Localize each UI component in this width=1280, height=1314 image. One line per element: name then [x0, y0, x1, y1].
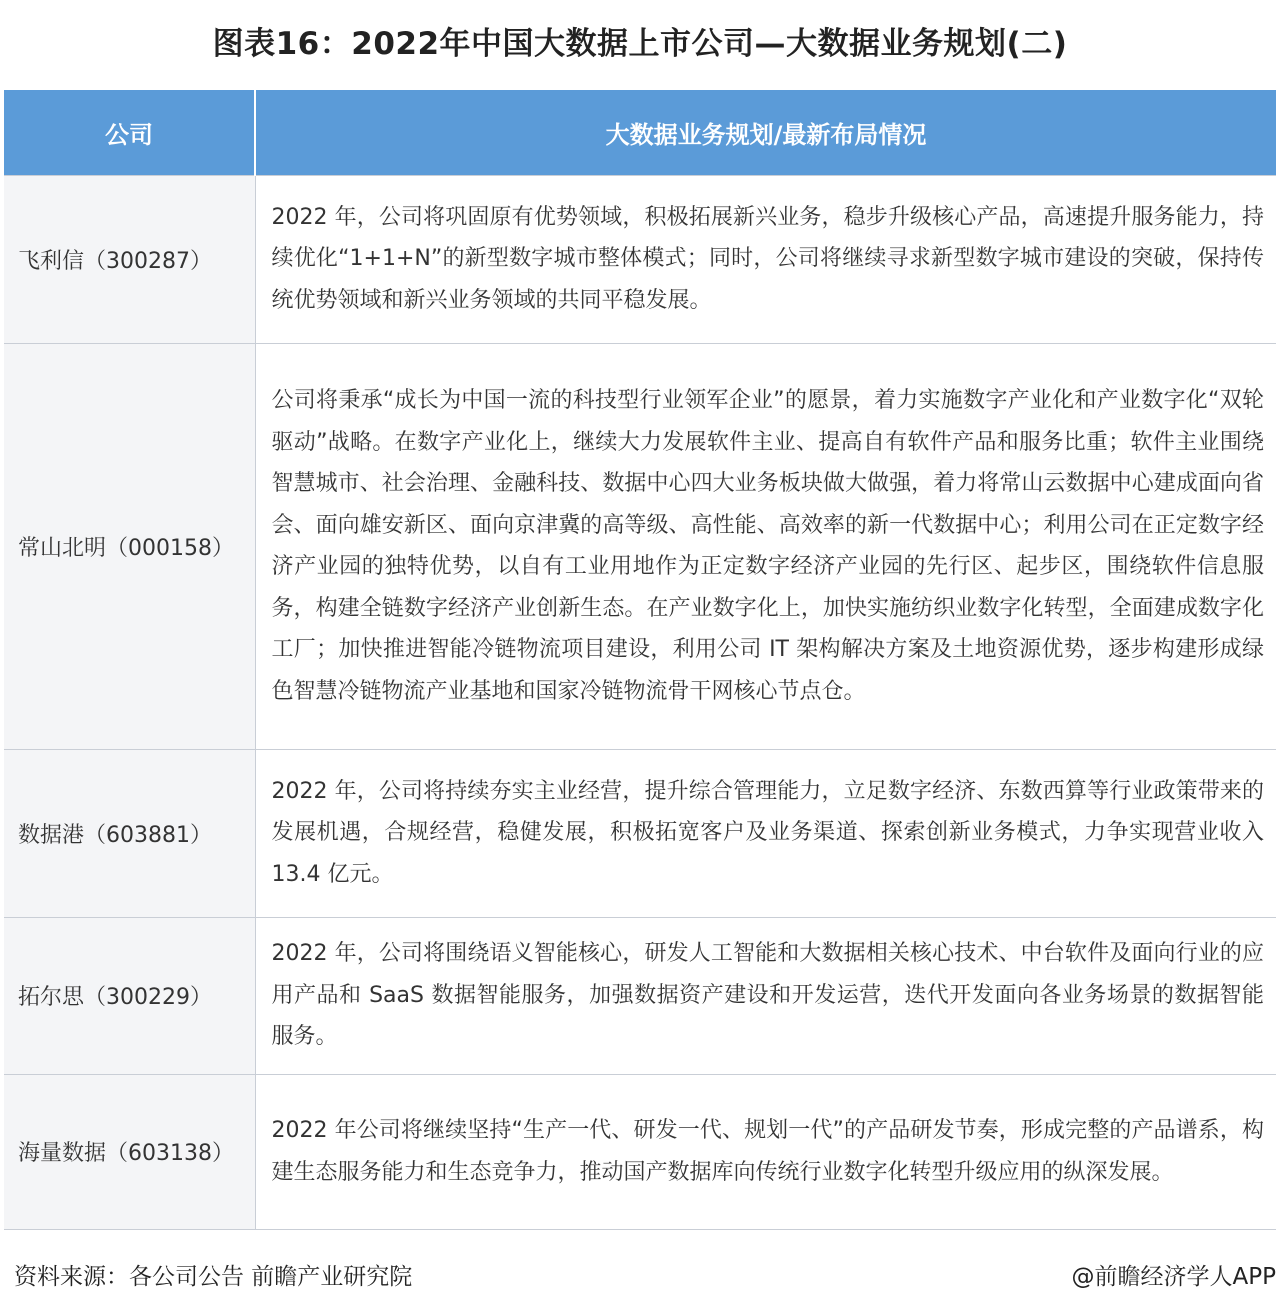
table-row — [4, 1074, 1276, 1229]
chart-title: 图表16：2022年中国大数据上市公司—大数据业务规划(二) — [212, 26, 1068, 62]
credit-note: @前瞻经济学人APP — [1071, 1264, 1276, 1290]
table-row — [4, 343, 1276, 749]
company-cell: 数据港（603881） — [4, 749, 255, 917]
source-note: 资料来源：各公司公告 前瞻产业研究院 — [14, 1264, 413, 1290]
plan-cell: 公司将秉承“成长为中国一流的科技型行业领军企业”的愿景，着力实施数字产业化和产业数字化“双轮驱动”战略。在数字产业化上，继续大力发展软件主业、提高自有软件产品和服务比重；软件主业围绕智慧城市、社会治理、金融科技、数据中心四大业务板块做大做强，着力将常山云数据中心建成面向省会、面向雄安新区、面向京津冀的高等级、高性能、高效率的新一代数据中心；利用公司在正定数字经济产业园的独特优势，以自有工业用地作为正定数字经济产业园的先行区、起步区，围绕软件信息服务，构建全链数字经济产业创新生态。在产业数字化上，加快实施纺织业数字化转型，全面建成数字化工厂；加快推进智能冷链物流项目建设，利用公司 IT 架构解决方案及土地资源优势，逐步构建形成绿色智慧冷链物流产业基地和国家冷链物流骨干网核心节点仓。 — [255, 343, 1276, 749]
table-header-row — [4, 90, 1276, 175]
plan-cell: 2022 年，公司将巩固原有优势领域，积极拓展新兴业务，稳步升级核心产品，高速提升服务能力，持续优化“1+1+N”的新型数字城市整体模式；同时，公司将继续寻求新型数字城市建设的突破，保持传统优势领域和新兴业务领域的共同平稳发展。 — [255, 175, 1276, 343]
header-plan: 大数据业务规划/最新布局情况 — [255, 90, 1276, 175]
plan-cell: 2022 年，公司将围绕语义智能核心，研发人工智能和大数据相关核心技术、中台软件及面向行业的应用产品和 SaaS 数据智能服务，加强数据资产建设和开发运营，迭代开发面向各业务场景的数据智能服务。 — [255, 917, 1276, 1074]
business-plan-table — [4, 90, 1276, 1230]
company-cell: 常山北明（000158） — [4, 343, 255, 749]
header-company: 公司 — [4, 90, 255, 175]
company-cell: 拓尔思（300229） — [4, 917, 255, 1074]
table-row — [4, 175, 1276, 343]
company-cell: 飞利信（300287） — [4, 175, 255, 343]
plan-cell: 2022 年公司将继续坚持“生产一代、研发一代、规划一代”的产品研发节奏，形成完整的产品谱系，构建生态服务能力和生态竞争力，推动国产数据库向传统行业数字化转型升级应用的纵深发展。 — [255, 1074, 1276, 1229]
table-row — [4, 749, 1276, 917]
company-cell: 海量数据（603138） — [4, 1074, 255, 1229]
table-row — [4, 917, 1276, 1074]
plan-cell: 2022 年，公司将持续夯实主业经营，提升综合管理能力，立足数字经济、东数西算等行业政策带来的发展机遇，合规经营，稳健发展，积极拓宽客户及业务渠道、探索创新业务模式，力争实现营业收入 13.4 亿元。 — [255, 749, 1276, 917]
